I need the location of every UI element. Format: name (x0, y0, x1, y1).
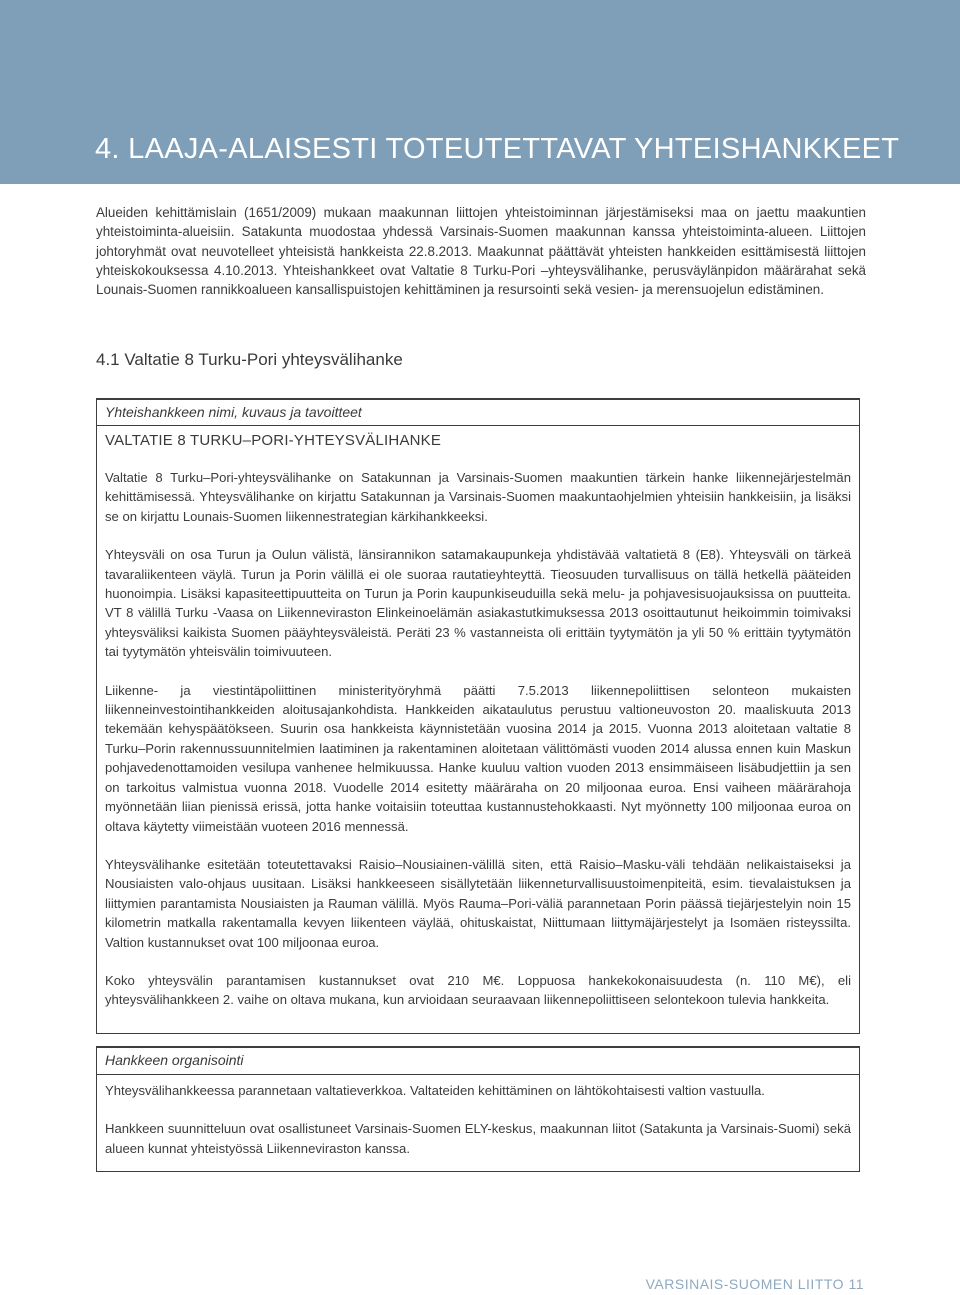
intro-paragraph: Alueiden kehittämislain (1651/2009) mukaan maakunnan liittojen yhteistoiminnan järjestämiseksi maa on jaettu maakuntien yhteistoiminta-alueisiin. Satakunta muodostaa yhdessä Varsinais-Suomen maakunnan kanssa yhteistoiminta-alueen. Liittojen johtoryhmät ovat neuvotelleet yhteisistä hankkeista 22.8.2013. Maakunnat päättävät yhteisten hankkeiden esittämisestä liittojen yhteiskokouksessa 4.10.2013. Yhteishankkeet ovat Valtatie 8 Turku-Pori –yhteysvälihanke, perusväylänpidon määrärahat sekä Lounais-Suomen rannikkoalueen kansallispuistojen kehittäminen ja resursointi sekä vesien- ja merensuojelun edistäminen. (96, 205, 866, 298)
project-organisation-box (96, 1046, 860, 1172)
box-label-organisation: Hankkeen organisointi (105, 1052, 244, 1068)
box-divider (97, 1074, 859, 1075)
project-description-box (96, 398, 860, 1034)
description-paragraph: Yhteysvälihanke esitetään toteutettavaksi Raisio–Nousiainen-välillä siten, että Raisio–Masku-väli tehdään nelikaistaiseksi ja Nousiaisten valo-ohjaus uusitaan. Lisäksi hankkeeseen sisällytetään liikenneturvallisuustoimenpiteitä, esim. tievalaistuksen ja liittymien parantamista Nousiaisten ja Rauman välillä. Myös Rauma–Pori-väliä parannetaan Porin päässä tiejärjestelyin noin 15 kilometrin matkalla rakentamalla kevyen liikenteen väylää, ohituskaistat, Niittumaan liittymäjärjestelyt ja Isomäen risteyssilta. Valtion kustannukset ovat 100 miljoonaa euroa. (105, 856, 851, 950)
organisation-body (105, 1081, 851, 1177)
page-footer: VARSINAIS-SUOMEN LIITTO 11 (645, 1276, 864, 1292)
header-band (0, 0, 960, 184)
chapter-title: 4. LAAJA-ALAISESTI TOTEUTETTAVAT YHTEISHANKKEET (95, 133, 900, 165)
description-paragraph: Koko yhteysvälin parantamisen kustannukset ovat 210 M€. Loppuosa hankekokonaisuudesta (n. 110 M€), eli yhteysvälihankkeen 2. vaihe on oltava mukana, kun arvioidaan seuraavaan liikennepoliittiseen selontekoon tulevia hankkeita. (105, 972, 851, 1008)
description-body (105, 468, 851, 1029)
organisation-paragraph: Hankkeen suunnitteluun ovat osallistuneet Varsinais-Suomen ELY-keskus, maakunnan liitot (Satakunta ja Varsinais-Suomi) sekä alueen kunnat yhteistyössä Liikenneviraston kanssa. (105, 1121, 851, 1156)
description-paragraph: Yhteysväli on osa Turun ja Oulun välistä, länsirannikon satamakaupunkeja yhdistävää valtatietä 8 (E8). Yhteysväli on tärkeä tavaraliikenteen väylä. Turun ja Porin välillä ei ole suoraa rautatieyhteyttä. Tieosuuden turvallisuus on tällä hetkellä pääteiden huonoimpia. Lisäksi kapasiteettipuutteita on Turun ja Porin kaupunkiseuduilla sekä melu- ja pohjavesisuojauksissa on puutteita. VT 8 välillä Turku -Vaasa on Liikenneviraston Elinkeinoelämän asiakastutkimuksessa 2013 osoittautunut heikoimmin toimivaksi yhteysväliksi kaikista Suomen pääyhteysväleistä. Peräti 23 % vastanneista oli erittäin tyytymätön ja yli 50 % erittäin tyytymätön tai tyytymätön yhteisvälin toimivuuteen. (105, 547, 851, 660)
box-label-description: Yhteishankkeen nimi, kuvaus ja tavoitteet (105, 404, 362, 420)
description-paragraph: Liikenne- ja viestintäpoliittinen ministerityöryhmä päätti 7.5.2013 liikennepoliittisen selonteon mukaisten liikenneinvestointihankkeiden aloitusajankohdista. Hankkeiden aikataulutus perustuu valtioneuvoston 20. maaliskuuta 2013 tekemään kehyspäätökseen. Suurin osa hankkeista käynnistetään vuosina 2014 ja 2015. Vuonna 2013 aloitetaan valtatie 8 Turku–Porin rakennussuunnitelmien laatiminen ja rakentaminen aloitetaan välittömästi vuoden 2014 alussa ennen kuin Maskun pohjavedenottamoiden vesilupa vanhenee helmikuussa. Hanke kuuluu valtion vuoden 2013 ensimmäiseen lisäbudjettiin ja sen on tarkoitus valmistua vuonna 2018. Vuodelle 2014 esitetty määräraha on 20 miljoonaa euroa. Ensi vaiheen määrärahoja myönnetään liian pienissä erissä, jotta hanke voitaisiin toteuttaa kustannustehokkaasti. Nyt myönnetty 100 miljoonaa euroa on oltava käytetty viimeistään vuoteen 2016 mennessä. (105, 682, 851, 834)
description-paragraph: Valtatie 8 Turku–Pori-yhteysvälihanke on Satakunnan ja Varsinais-Suomen maakuntien tärkein hanke liikennejärjestelmän kehittämisessä. Yhteysvälihanke on kirjattu Satakunnan ja Varsinais-Suomen maakuntaohjelmien yhteisiin hankkeisiin, ja lisäksi se on kirjattu Lounais-Suomen liikennestrategian kärkihankkeeksi. (105, 470, 851, 524)
organisation-paragraph: Yhteysvälihankkeessa parannetaan valtatieverkkoa. Valtateiden kehittäminen on lähtökohtaisesti valtion vastuulla. (105, 1083, 765, 1098)
section-heading: 4.1 Valtatie 8 Turku-Pori yhteysvälihanke (96, 350, 403, 369)
project-name: VALTATIE 8 TURKU–PORI-YHTEYSVÄLIHANKE (105, 432, 442, 449)
box-divider (97, 425, 859, 426)
